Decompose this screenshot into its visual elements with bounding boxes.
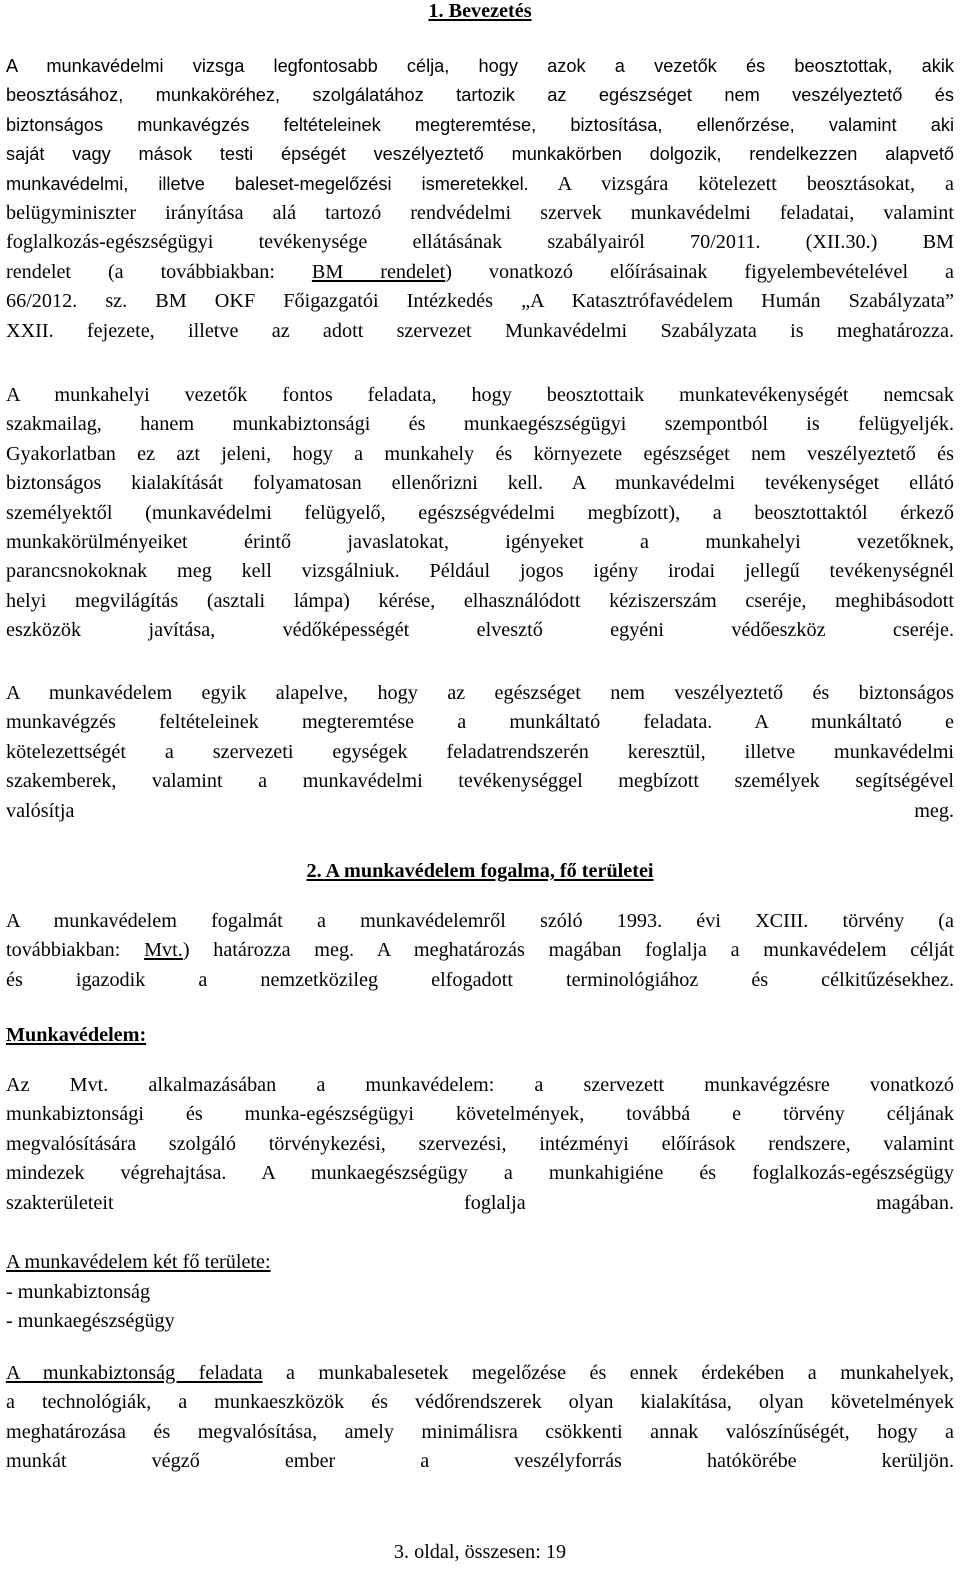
p2-line-9: eszközök javítása, védőképességét elvesztő egyéni védőeszköz cseréje. (6, 619, 954, 642)
heading-munkavedelem-fogalma: 2. A munkavédelem fogalma, fő területei (306, 860, 654, 882)
p2-line-5: személyektől (munkavédelmi felügyelő, egészségvédelmi megbízott), a beosztottaktól érkező (6, 501, 954, 524)
link-bm-rendelet: BM rendelet (311, 260, 446, 283)
p1-line-5: munkavédelmi, illetve baleset-megelőzési ismeretekkel. A vizsgára kötelezett beosztásokat, a (6, 172, 954, 195)
paragraph-5 (6, 1071, 954, 1218)
p1-line-2: beosztásához, munkaköréhez, szolgálatához tartozik az egészséget nem veszélyeztető és (6, 85, 954, 106)
paragraph-2 (6, 381, 954, 646)
paragraph-1 (6, 52, 954, 346)
p2-line-1: A munkahelyi vezetők fontos feladata, hogy beosztottaik munkatevékenységét nemcsak (6, 384, 954, 406)
p3-line-1: A munkavédelem egyik alapelve, hogy az egészséget nem veszélyeztető és biztonságos (6, 682, 954, 704)
paragraph-3 (6, 679, 954, 826)
p2-line-7: parancsnokoknak meg kell vizsgálniuk. Például jogos igény irodai jellegű tevékenységnél (6, 560, 954, 583)
p6-line-4: munkát végző ember a veszélyforrás hatókörébe kerüljön. (6, 1450, 954, 1473)
p1-line-10: XXII. fejezete, illetve az adott szervezet Munkavédelmi Szabályzata is meghatározza. (6, 319, 954, 342)
link-mvt: Mvt. (144, 939, 183, 962)
p3-line-4: szakemberek, valamint a munkavédelmi tevékenységgel megbízott személyek segítségével (6, 770, 954, 793)
term-munkabiztonsag-feladata: A munkabiztonság feladata (6, 1362, 263, 1384)
p1-line-8: rendelet (a továbbiakban: BM rendelet) vonatkozó előírásainak figyelembevételével a (6, 260, 954, 283)
list-item-munkabiztonsag: - munkabiztonság (6, 1281, 151, 1303)
paragraph-4 (6, 907, 954, 995)
areas-title: A munkavédelem két fő területe: (6, 1251, 271, 1273)
heading-bevezetes: 1. Bevezetés (428, 0, 532, 22)
p3-line-3: kötelezettségét a szervezeti egységek feladatrendszerén keresztül, illetve munkavédelmi (6, 740, 954, 763)
p4-line-1: A munkavédelem fogalmát a munkavédelemről szóló 1993. évi XCIII. törvény (a (6, 910, 954, 932)
paragraph-6 (6, 1359, 954, 1477)
p1-line-4: saját vagy mások testi épségét veszélyeztető munkakörben dolgozik, rendelkezzen alapvető (6, 144, 954, 165)
p4-line-2: továbbiakban: Mvt.) határozza meg. A meghatározás magában foglalja a munkavédelem célját (6, 939, 955, 962)
p5-line-3: megvalósítására szolgáló törvénykezési, szervezési, intézményi előírások rendszere, valamint (6, 1132, 954, 1155)
p3-line-5: valósítja meg. (6, 799, 954, 822)
p1-line-7: foglalkozás-egészségügyi tevékenysége ellátásának szabályairól 70/2011. (XII.30.) BM (6, 231, 954, 254)
p5-line-2: munkabiztonsági és munka-egészségügyi követelmények, továbbá e törvény céljának (6, 1103, 954, 1126)
p2-line-8: helyi megvilágítás (asztali lámpa) kérése, elhasználódott kéziszerszám cseréje, meghibásodott (6, 589, 954, 612)
p2-line-4: biztonságos kialakítását folyamatosan ellenőrizni kell. A munkavédelmi tevékenységet ellátó (6, 472, 954, 495)
areas-list (6, 1278, 954, 1337)
p5-line-1: Az Mvt. alkalmazásában a munkavédelem: a szervezett munkavégzésre vonatkozó (6, 1074, 954, 1096)
p1-line-6: belügyminiszter irányítása alá tartozó rendvédelmi szervek munkavédelmi feladatai, valamint (6, 202, 954, 225)
p6-line-2: a technológiák, a munkaeszközök és védőrendszerek olyan kialakítása, olyan követelmények (6, 1391, 954, 1414)
p1-line-9: 66/2012. sz. BM OKF Főigazgatói Intézkedés „A Katasztrófavédelem Humán Szabályzata” (6, 290, 954, 313)
p5-line-5: szakterületeit foglalja magában. (6, 1191, 954, 1214)
p2-line-3: Gyakorlatban ez azt jeleni, hogy a munkahely és környezete egészséget nem veszélyeztető és (6, 442, 954, 465)
heading-munkavedelem: Munkavédelem: (6, 1024, 147, 1046)
p3-line-2: munkavégzés feltételeinek megteremtése a munkáltató feladata. A munkáltató e (6, 711, 954, 734)
p6-line-1: A munkabiztonság feladata a munkabalesetek megelőzése és ennek érdekében a munkahelyek, (6, 1362, 954, 1384)
p6-line-3: meghatározása és megvalósítása, amely minimálisra csökkenti annak valószínűségét, hogy a (6, 1420, 954, 1443)
p2-line-2: szakmailag, hanem munkabiztonsági és munkaegészségügyi szempontból is felügyeljék. (6, 413, 954, 436)
p1-line-1: A munkavédelmi vizsga legfontosabb célja, hogy azok a vezetők és beosztottak, akik (6, 56, 954, 76)
p1-line-3: biztonságos munkavégzés feltételeinek megteremtése, biztosítása, ellenőrzése, valamint aki (6, 114, 954, 135)
list-item-munkaegeszsegugy: - munkaegészségügy (6, 1310, 175, 1333)
page-footer: 3. oldal, összesen: 19 (393, 1541, 567, 1563)
p4-line-3: és igazodik a nemzetközileg elfogadott terminológiához és célkitűzésekhez. (6, 968, 954, 991)
p5-line-4: mindezek végrehajtása. A munkaegészségügy a munkahigiéne és foglalkozás-egészségügy (6, 1162, 954, 1185)
p2-line-6: munkakörülményeiket érintő javaslatokat, igényeket a munkahelyi vezetőknek, (6, 531, 954, 554)
